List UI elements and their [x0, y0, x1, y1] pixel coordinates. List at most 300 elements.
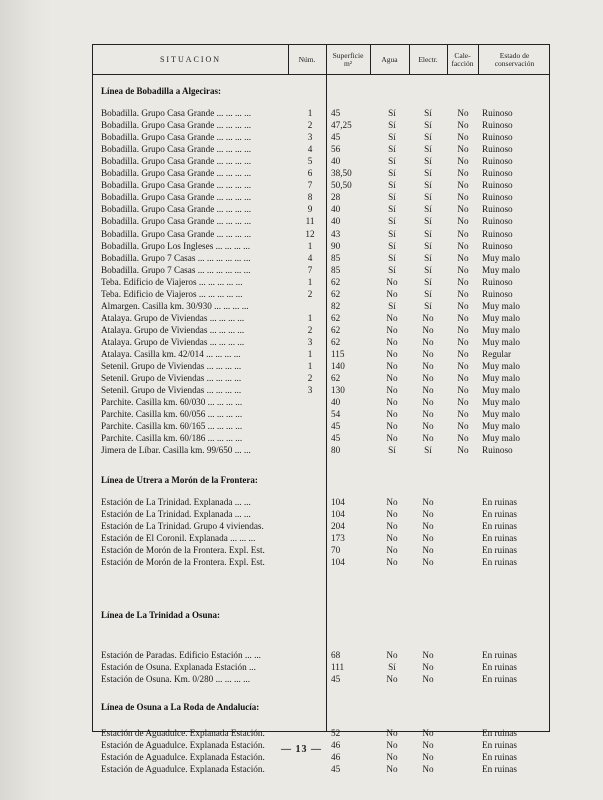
cell-num: 2	[307, 373, 313, 384]
cell-sup: 62	[331, 276, 341, 287]
cell-cal: No	[457, 324, 469, 335]
cell-cal: No	[457, 240, 469, 251]
cell-agua: No	[386, 509, 398, 520]
header-electr: Electr.	[418, 54, 438, 64]
cell-agua: Sí	[388, 662, 396, 673]
cell-sup: 62	[331, 312, 341, 323]
cell-agua: Sí	[388, 264, 396, 275]
cell-agua: No	[386, 740, 398, 751]
cell-agua: No	[386, 409, 398, 420]
table-row	[93, 179, 551, 191]
cell-elec: No	[422, 336, 434, 347]
cell-loc: Bobadilla. Grupo 7 Casas ... ... ... ... ... ...	[101, 252, 251, 263]
cell-sup: 130	[331, 385, 345, 396]
cell-elec: Sí	[424, 228, 432, 239]
table-row	[93, 508, 551, 520]
cell-cal: No	[457, 264, 469, 275]
cell-loc: Estación de Aguadulce. Explanada Estación.	[101, 740, 265, 751]
cell-est: En ruinas	[482, 752, 517, 763]
cell-elec: No	[422, 521, 434, 532]
cell-loc: Setenil. Grupo de Viviendas ... ... ... ...	[101, 373, 242, 384]
table-row	[93, 240, 551, 252]
cell-cal: No	[457, 336, 469, 347]
cell-num: 2	[307, 120, 313, 131]
table-row	[93, 544, 551, 556]
cell-elec: No	[422, 740, 434, 751]
cell-est: Muy malo	[482, 300, 521, 311]
cell-elec: Sí	[424, 108, 432, 118]
cell-sup: 82	[331, 300, 341, 311]
cell-loc: Atalaya. Casilla km. 42/014 ... ... ... ...	[101, 349, 241, 359]
cell-cal: No	[457, 421, 469, 432]
cell-sup: 28	[331, 192, 341, 203]
cell-loc: Teba. Edificio de Viajeros ... ... ... ... ...	[101, 288, 243, 299]
cell-loc: Atalaya. Grupo de Viviendas ... ... ... ...	[101, 312, 245, 323]
cell-elec: Sí	[424, 276, 432, 287]
cell-est: Ruinoso	[482, 180, 513, 191]
section-title: Línea de Bobadilla a Algeciras:	[101, 86, 222, 96]
cell-cal: No	[457, 192, 469, 203]
table-row	[93, 372, 551, 384]
cell-elec: No	[422, 433, 434, 444]
cell-num: 4	[307, 252, 313, 263]
cell-est: Muy malo	[482, 324, 521, 335]
cell-elec: Sí	[424, 264, 432, 275]
cell-agua: No	[386, 752, 398, 763]
cell-agua: No	[386, 373, 398, 384]
cell-agua: No	[386, 312, 398, 323]
cell-loc: Atalaya. Grupo de Viviendas ... ... ... ...	[101, 336, 245, 347]
cell-sup: 46	[331, 752, 341, 763]
cell-sup: 104	[331, 509, 345, 520]
header-num: Núm.	[298, 54, 316, 64]
table-row	[93, 167, 551, 179]
cell-sup: 62	[331, 336, 341, 347]
page-number: — 13 —	[281, 744, 322, 755]
cell-elec: No	[422, 324, 434, 335]
cell-elec: Sí	[424, 240, 432, 251]
cell-num: 1	[307, 349, 313, 359]
cell-agua: No	[386, 557, 398, 568]
cell-est: En ruinas	[482, 728, 517, 738]
cell-elec: No	[422, 752, 434, 763]
cell-est: Muy malo	[482, 373, 521, 384]
cell-agua: Sí	[388, 144, 396, 155]
cell-est: Ruinoso	[482, 216, 513, 227]
cell-loc: Setenil. Grupo de Viviendas ... ... ... ...	[101, 385, 242, 396]
cell-elec: Sí	[424, 156, 432, 167]
cell-cal: No	[457, 385, 469, 396]
cell-est: Ruinoso	[482, 288, 513, 299]
cell-est: Ruinoso	[482, 120, 513, 131]
cell-agua: No	[386, 361, 398, 372]
cell-est: En ruinas	[482, 545, 517, 556]
cell-est: Muy malo	[482, 252, 521, 263]
table-row	[93, 673, 551, 685]
cell-cal: No	[457, 168, 469, 179]
cell-sup: 45	[331, 764, 341, 775]
cell-elec: Sí	[424, 120, 432, 131]
cell-agua: Sí	[388, 240, 396, 251]
table-row	[93, 300, 551, 312]
header-superficie: Superficie m²	[332, 50, 364, 68]
cell-loc: Bobadilla. Grupo Casa Grande ... ... ... ...	[101, 108, 252, 118]
cell-sup: 140	[331, 361, 345, 372]
cell-num: 3	[307, 336, 313, 347]
table-row	[93, 336, 551, 348]
cell-loc: Estación de Morón de la Frontera. Expl. Est.	[101, 545, 265, 556]
cell-est: Muy malo	[482, 361, 521, 372]
cell-elec: Sí	[424, 445, 432, 456]
section-title: Línea de Osuna a La Roda de Andalucía:	[101, 702, 260, 712]
cell-agua: No	[386, 533, 398, 544]
cell-num: 2	[307, 324, 313, 335]
cell-cal: No	[457, 180, 469, 191]
cell-cal: No	[457, 409, 469, 420]
cell-est: Ruinoso	[482, 156, 513, 167]
cell-loc: Bobadilla. Grupo Casa Grande ... ... ... ...	[101, 144, 252, 155]
table-row	[93, 649, 551, 661]
cell-loc: Bobadilla. Grupo Casa Grande ... ... ... ...	[101, 204, 252, 215]
cell-cal: No	[457, 216, 469, 227]
cell-agua: Sí	[388, 108, 396, 118]
cell-est: En ruinas	[482, 497, 517, 507]
cell-agua: Sí	[388, 216, 396, 227]
table-row	[93, 143, 551, 155]
cell-loc: Estación de Aguadulce. Explanada Estación.	[101, 728, 265, 738]
cell-loc: Parchite. Casilla km. 60/056 ... ... ... ...	[101, 409, 243, 420]
table-row	[93, 396, 551, 408]
cell-agua: Sí	[388, 228, 396, 239]
cell-sup: 50,50	[331, 180, 352, 191]
cell-est: Ruinoso	[482, 108, 513, 118]
cell-loc: Estación de Paradas. Edificio Estación ... ...	[101, 650, 261, 660]
cell-elec: No	[422, 349, 434, 359]
cell-agua: No	[386, 728, 398, 738]
table-row	[93, 107, 551, 119]
cell-elec: Sí	[424, 300, 432, 311]
cell-agua: No	[386, 324, 398, 335]
cell-num: 1	[307, 108, 313, 118]
cell-elec: No	[422, 497, 434, 507]
cell-num: 1	[307, 276, 313, 287]
table-row	[93, 420, 551, 432]
cell-est: Ruinoso	[482, 204, 513, 215]
cell-est: En ruinas	[482, 557, 517, 568]
cell-sup: 43	[331, 228, 341, 239]
cell-loc: Estación de Osuna. Explanada Estación ...	[101, 662, 256, 673]
cell-num: 3	[307, 385, 313, 396]
cell-agua: No	[386, 497, 398, 507]
cell-elec: No	[422, 764, 434, 775]
cell-num: 9	[307, 204, 313, 215]
cell-elec: No	[422, 397, 434, 408]
cell-est: Muy malo	[482, 433, 521, 444]
cell-num: 4	[307, 144, 313, 155]
cell-elec: No	[422, 728, 434, 738]
cell-elec: No	[422, 650, 434, 660]
cell-agua: No	[386, 397, 398, 408]
cell-sup: 45	[331, 421, 341, 432]
cell-sup: 45	[331, 433, 341, 444]
cell-elec: No	[422, 421, 434, 432]
cell-cal: No	[457, 156, 469, 167]
cell-sup: 204	[331, 521, 345, 532]
cell-cal: No	[457, 397, 469, 408]
cell-agua: Sí	[388, 445, 396, 456]
cell-sup: 54	[331, 409, 341, 420]
cell-agua: Sí	[388, 180, 396, 191]
cell-sup: 52	[331, 728, 341, 738]
table-row	[93, 661, 551, 673]
cell-loc: Estación de La Trinidad. Grupo 4 viviendas.	[101, 521, 264, 532]
cell-loc: Estación de Aguadulce. Explanada Estación.	[101, 764, 265, 775]
cell-loc: Bobadilla. Grupo Casa Grande ... ... ... ...	[101, 132, 252, 143]
table-row	[93, 288, 551, 300]
cell-est: Regular	[482, 349, 512, 359]
cell-agua: Sí	[388, 300, 396, 311]
cell-sup: 45	[331, 108, 341, 118]
cell-loc: Bobadilla. Grupo Casa Grande ... ... ... ...	[101, 120, 252, 131]
cell-est: Muy malo	[482, 312, 521, 323]
cell-agua: Sí	[388, 168, 396, 179]
cell-sup: 80	[331, 445, 341, 456]
cell-cal: No	[457, 228, 469, 239]
cell-loc: Setenil. Grupo de Viviendas ... ... ... ...	[101, 361, 242, 372]
cell-sup: 40	[331, 397, 341, 408]
cell-cal: No	[457, 312, 469, 323]
table-row	[93, 532, 551, 544]
cell-cal: No	[457, 108, 469, 118]
table-row	[93, 432, 551, 444]
table-row	[93, 384, 551, 396]
cell-est: En ruinas	[482, 533, 517, 544]
cell-loc: Parchite. Casilla km. 60/030 ... ... ... ...	[101, 397, 243, 408]
cell-loc: Bobadilla. Grupo Casa Grande ... ... ... ...	[101, 228, 252, 239]
cell-elec: No	[422, 385, 434, 396]
cell-agua: No	[386, 521, 398, 532]
cell-cal: No	[457, 445, 469, 456]
cell-loc: Estación de El Coronil. Explanada ... ... ...	[101, 533, 256, 544]
cell-sup: 45	[331, 132, 341, 143]
cell-elec: Sí	[424, 144, 432, 155]
table-row	[93, 215, 551, 227]
cell-cal: No	[457, 204, 469, 215]
cell-elec: No	[422, 674, 434, 685]
cell-agua: No	[386, 421, 398, 432]
table-row	[93, 324, 551, 336]
header-estado: Estado de conservación	[494, 50, 535, 68]
table-row	[93, 360, 551, 372]
cell-est: Muy malo	[482, 409, 521, 420]
cell-sup: 47,25	[331, 120, 352, 131]
cell-loc: Estación de Morón de la Frontera. Expl. Est.	[101, 557, 265, 568]
cell-est: En ruinas	[482, 662, 517, 673]
cell-cal: No	[457, 361, 469, 372]
cell-sup: 90	[331, 240, 341, 251]
cell-cal: No	[457, 144, 469, 155]
cell-sup: 104	[331, 497, 345, 507]
cell-num: 2	[307, 288, 313, 299]
cell-sup: 40	[331, 156, 341, 167]
cell-elec: No	[422, 361, 434, 372]
cell-est: Ruinoso	[482, 192, 513, 203]
cell-est: Ruinoso	[482, 445, 513, 456]
cell-loc: Estación de Osuna. Km. 0/280 ... ... ... ...	[101, 674, 251, 685]
cell-agua: Sí	[388, 192, 396, 203]
cell-agua: No	[386, 764, 398, 775]
section-title: Línea de La Trinidad a Osuna:	[101, 610, 220, 620]
cell-agua: No	[386, 349, 398, 359]
cell-elec: No	[422, 409, 434, 420]
cell-loc: Bobadilla. Grupo 7 Casas ... ... ... ... ... ...	[101, 264, 251, 275]
cell-est: En ruinas	[482, 740, 517, 751]
table-row	[93, 727, 551, 739]
cell-agua: No	[386, 674, 398, 685]
cell-sup: 62	[331, 324, 341, 335]
header-agua: Agua	[381, 54, 398, 64]
cell-est: En ruinas	[482, 764, 517, 775]
cell-num: 12	[305, 228, 315, 239]
cell-elec: No	[422, 373, 434, 384]
table-row	[93, 264, 551, 276]
cell-loc: Bobadilla. Grupo Casa Grande ... ... ... ...	[101, 216, 252, 227]
cell-est: Ruinoso	[482, 240, 513, 251]
cell-agua: No	[386, 385, 398, 396]
cell-elec: Sí	[424, 252, 432, 263]
cell-loc: Estación de La Trinidad. Explanada ... ...	[101, 497, 251, 507]
cell-sup: 68	[331, 650, 341, 660]
cell-cal: No	[457, 276, 469, 287]
table-row	[93, 203, 551, 215]
cell-num: 8	[307, 192, 313, 203]
cell-sup: 40	[331, 216, 341, 227]
cell-est: Ruinoso	[482, 276, 513, 287]
cell-loc: Parchite. Casilla km. 60/165 ... ... ... ...	[101, 421, 243, 432]
cell-elec: Sí	[424, 168, 432, 179]
table-row	[93, 276, 551, 288]
cell-sup: 40	[331, 204, 341, 215]
cell-sup: 111	[331, 662, 345, 673]
table-row	[93, 228, 551, 240]
cell-cal: No	[457, 349, 469, 359]
table-row	[93, 131, 551, 143]
cell-cal: No	[457, 288, 469, 299]
cell-loc: Bobadilla. Grupo Casa Grande ... ... ... ...	[101, 192, 252, 203]
cell-est: Muy malo	[482, 397, 521, 408]
table-row	[93, 763, 551, 775]
cell-est: Ruinoso	[482, 144, 513, 155]
cell-elec: Sí	[424, 216, 432, 227]
cell-elec: Sí	[424, 204, 432, 215]
cell-loc: Parchite. Casilla km. 60/186 ... ... ... ...	[101, 433, 243, 444]
cell-est: Muy malo	[482, 336, 521, 347]
page-gutter	[0, 0, 52, 800]
cell-loc: Teba. Edificio de Viajeros ... ... ... ... ...	[101, 276, 243, 287]
cell-loc: Bobadilla. Grupo Casa Grande ... ... ... ...	[101, 168, 252, 179]
cell-loc: Atalaya. Grupo de Viviendas ... ... ... ...	[101, 324, 245, 335]
cell-est: En ruinas	[482, 521, 517, 532]
housing-table	[92, 44, 550, 775]
cell-cal: No	[457, 373, 469, 384]
cell-est: En ruinas	[482, 509, 517, 520]
cell-num: 7	[307, 180, 313, 191]
cell-num: 7	[307, 264, 313, 275]
cell-loc: Bobadilla. Grupo Casa Grande ... ... ... ...	[101, 180, 252, 191]
cell-cal: No	[457, 300, 469, 311]
cell-agua: Sí	[388, 252, 396, 263]
cell-agua: No	[386, 288, 398, 299]
cell-sup: 62	[331, 373, 341, 384]
cell-sup: 85	[331, 264, 341, 275]
cell-est: Ruinoso	[482, 168, 513, 179]
cell-num: 1	[307, 312, 313, 323]
cell-agua: Sí	[388, 156, 396, 167]
table-row	[93, 155, 551, 167]
cell-agua: No	[386, 650, 398, 660]
cell-elec: No	[422, 312, 434, 323]
table-row	[93, 191, 551, 203]
cell-sup: 70	[331, 545, 341, 556]
cell-agua: No	[386, 336, 398, 347]
cell-loc: Bobadilla. Grupo Casa Grande ... ... ... ...	[101, 156, 252, 167]
header-situacion: SITUACION	[159, 54, 222, 64]
table-row	[93, 312, 551, 324]
cell-num: 6	[307, 168, 313, 179]
cell-sup: 38,50	[331, 168, 352, 179]
cell-est: Muy malo	[482, 421, 521, 432]
cell-elec: No	[422, 557, 434, 568]
table-row	[93, 119, 551, 131]
cell-sup: 115	[331, 349, 345, 359]
cell-est: Ruinoso	[482, 132, 513, 143]
cell-num: 1	[307, 240, 313, 251]
cell-agua: No	[386, 433, 398, 444]
cell-agua: Sí	[388, 120, 396, 131]
cell-elec: Sí	[424, 288, 432, 299]
cell-elec: No	[422, 662, 434, 673]
cell-loc: Estación de Aguadulce. Explanada Estación.	[101, 752, 265, 763]
table-row	[93, 520, 551, 532]
cell-cal: No	[457, 120, 469, 131]
cell-elec: Sí	[424, 192, 432, 203]
cell-loc: Bobadilla. Grupo Los Ingleses ... ... ... ...	[101, 240, 251, 251]
section-title: Línea de Utrera a Morón de la Frontera:	[101, 475, 258, 485]
cell-sup: 104	[331, 557, 345, 568]
cell-elec: No	[422, 533, 434, 544]
cell-agua: Sí	[388, 132, 396, 143]
cell-num: 3	[307, 132, 313, 143]
cell-est: Muy malo	[482, 385, 521, 396]
table-row	[93, 496, 551, 508]
cell-cal: No	[457, 252, 469, 263]
cell-elec: Sí	[424, 132, 432, 143]
table-row	[93, 252, 551, 264]
cell-est: En ruinas	[482, 674, 517, 685]
header-calefaccion: Cale- facción	[451, 50, 474, 68]
cell-elec: No	[422, 509, 434, 520]
cell-sup: 173	[331, 533, 345, 544]
cell-loc: Estación de La Trinidad. Explanada ... ...	[101, 509, 251, 520]
cell-est: Ruinoso	[482, 228, 513, 239]
cell-sup: 46	[331, 740, 341, 751]
cell-sup: 45	[331, 674, 341, 685]
cell-est: Muy malo	[482, 264, 521, 275]
cell-num: 1	[307, 361, 313, 372]
cell-cal: No	[457, 132, 469, 143]
table-row	[93, 556, 551, 568]
cell-agua: No	[386, 276, 398, 287]
